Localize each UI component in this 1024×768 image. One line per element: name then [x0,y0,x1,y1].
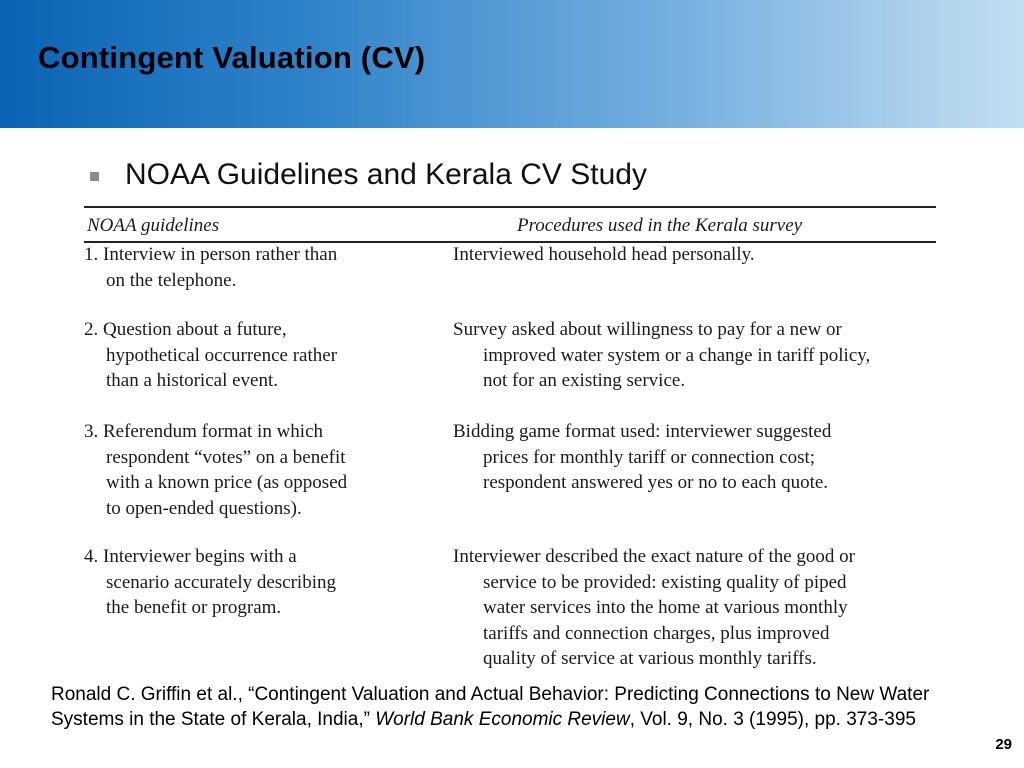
table-row [84,419,504,521]
table-row [453,317,933,394]
table-top-rule [84,206,936,208]
row-3-left-line-3: with a known price (as opposed [106,472,348,493]
row-3-left-line-4: to open-ended questions). [106,497,302,519]
row-4-right-line-5: quality of service at various monthly tariffs. [483,648,817,669]
citation-details: , Vol. 9, No. 3 (1995), pp. 373-395 [629,709,916,730]
table-row [453,419,933,496]
row-3-right-line-3: respondent answered yes or no to each quote. [483,472,829,493]
row-4-right-line-4: tariffs and connection charges, plus improved [483,622,830,644]
row-4-left-line-2: scenario accurately describing [106,571,336,593]
row-3-left-line-2: respondent “votes” on a benefit [106,446,346,468]
row-2-left-line-1: 2. Question about a future, [84,319,287,340]
bullet-text: NOAA Guidelines and Kerala CV Study [125,158,647,191]
citation-text: Ronald C. Griffin et al., “Contingent Valuation and Actual Behavior: Predicting Connections to New Water Systems in the State of Kerala, India,” [51,684,930,730]
table-row [84,242,504,293]
square-bullet-icon [90,172,99,181]
citation-journal: World Bank Economic Review [375,709,630,730]
table-row [453,242,933,268]
row-3-right-line-2: prices for monthly tariff or connection cost; [483,446,816,468]
row-4-left-line-3: the benefit or program. [106,597,282,618]
row-3-right-line-1: Bidding game format used: interviewer suggested [453,421,832,442]
page-number: 29 [995,736,1012,753]
row-4-right-line-2: service to be provided: existing quality of piped [483,571,847,593]
row-1-right-line-1: Interviewed household head personally. [453,244,755,265]
row-2-left-line-3: than a historical event. [106,370,278,391]
row-1-left-line-1: 1. Interview in person rather than [84,244,338,265]
row-2-left-line-2: hypothetical occurrence rather [106,344,338,366]
table-row [453,544,933,672]
row-4-right-line-1: Interviewer described the exact nature of the good or [453,546,855,567]
bullet-item [90,158,647,192]
row-3-left-line-1: 3. Referendum format in which [84,421,324,442]
row-4-left-line-1: 4. Interviewer begins with a [84,546,297,567]
row-2-right-line-3: not for an existing service. [483,370,686,391]
row-1-left-line-2: on the telephone. [106,269,237,291]
row-2-right-line-1: Survey asked about willingness to pay for a new or [453,319,842,340]
citation [51,682,981,732]
slide-title: Contingent Valuation (CV) [38,40,426,75]
row-4-right-line-3: water services into the home at various monthly [483,597,848,618]
row-2-right-line-2: improved water system or a change in tariff policy, [483,344,871,366]
table-header-kerala: Procedures used in the Kerala survey [517,215,803,236]
table-row [84,544,504,621]
table-header-noaa: NOAA guidelines [87,215,220,236]
table-row [84,317,504,394]
